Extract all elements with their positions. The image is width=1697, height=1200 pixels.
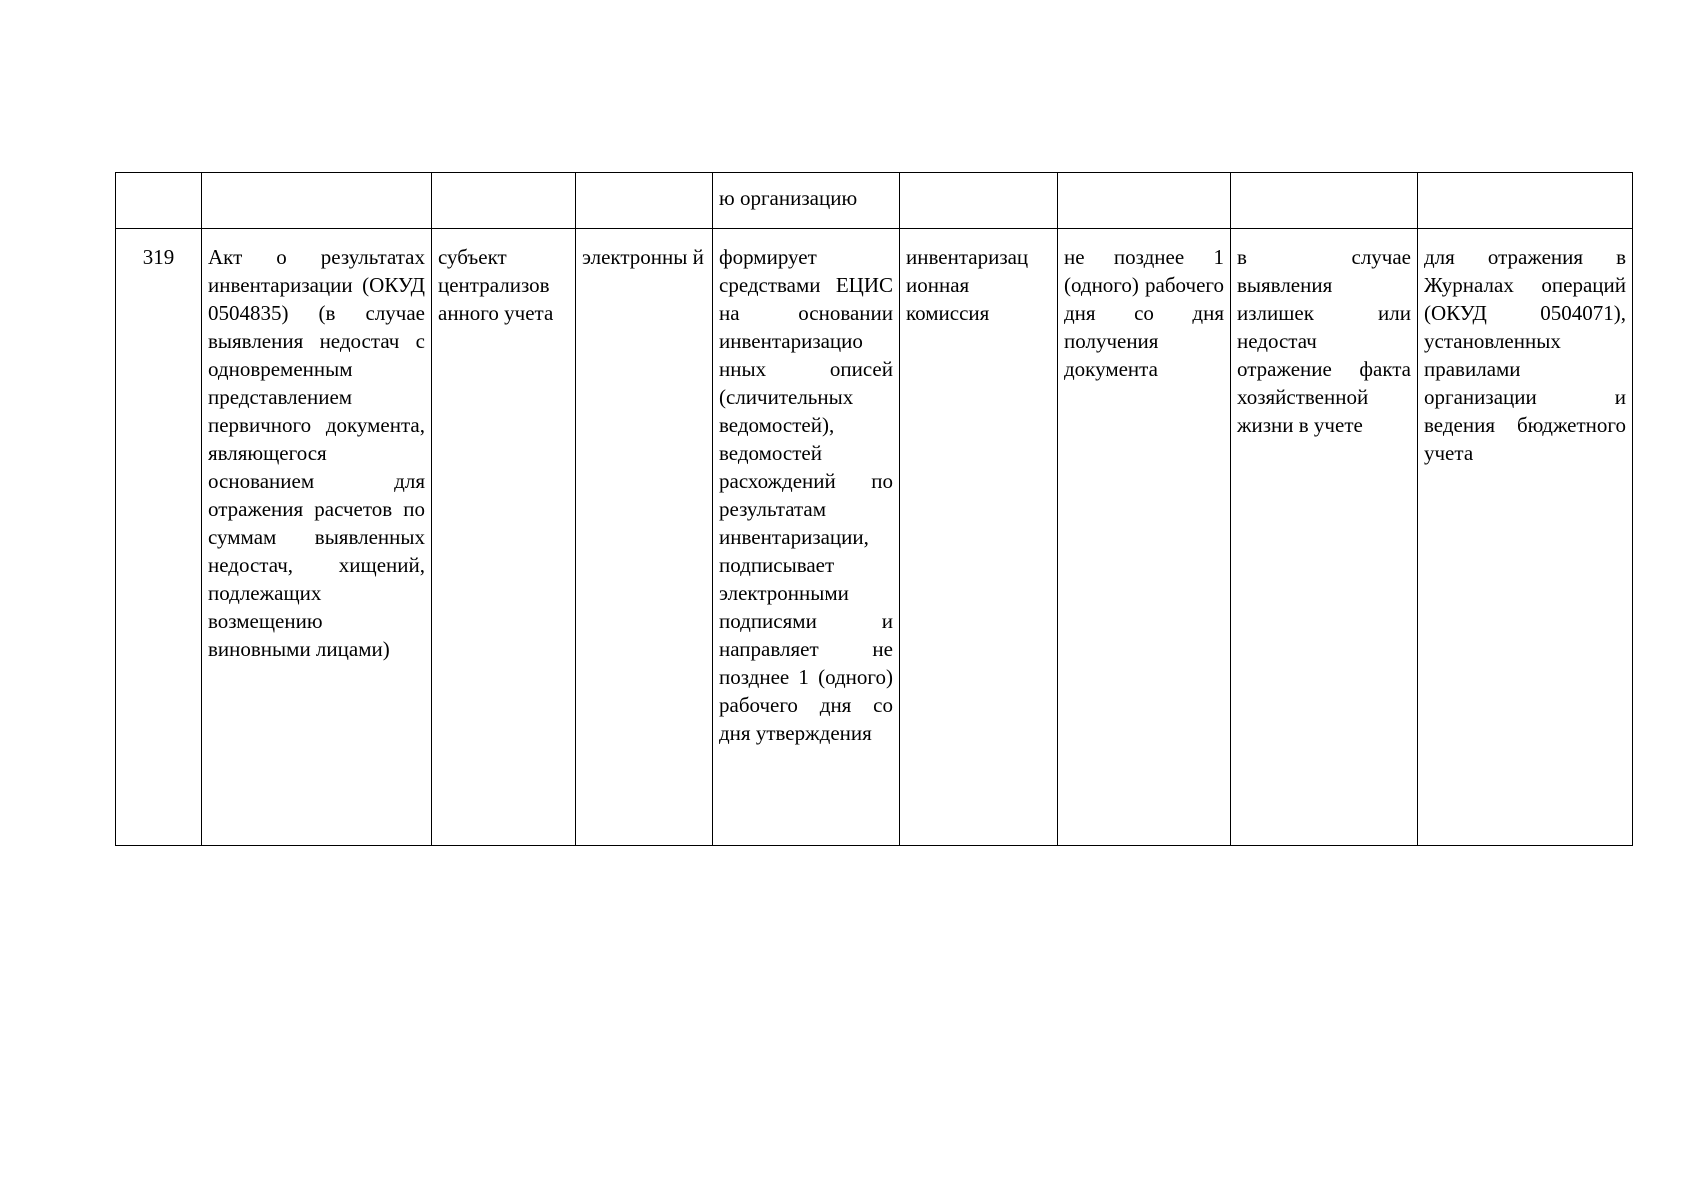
cell-purpose: для отражения в Журналах операций (ОКУД 0504071), установленных правилами организации и ведения бюджетного учета (1418, 229, 1633, 846)
cell-form (576, 173, 713, 229)
cell-procedure: ю организацию (713, 173, 900, 229)
cell-creator (432, 173, 576, 229)
table-row-319 (116, 229, 1633, 846)
cell-result: в случае выявления излишек или недостач отражение факта хозяйственной жизни в учете (1231, 229, 1418, 846)
cell-purpose (1418, 173, 1633, 229)
cell-creator: субъект централизов анного учета (432, 229, 576, 846)
cell-procedure: формирует средствами ЕЦИС на основании инвентаризацио нных описей (сличительных ведомостей), ведомостей расхождений по результатам инвентаризации, подписывает электронными подписями и направляет не позднее 1 (одного) рабочего дня со дня утверждения (713, 229, 900, 846)
cell-result (1231, 173, 1418, 229)
cell-deadline (1058, 173, 1231, 229)
table-row-continuation (116, 173, 1633, 229)
cell-form: электронны й (576, 229, 713, 846)
cell-recipient: инвентаризац ионная комиссия (900, 229, 1058, 846)
document-table (115, 172, 1633, 846)
cell-document (202, 173, 432, 229)
cell-deadline: не позднее 1 (одного) рабочего дня со дня получения документа (1058, 229, 1231, 846)
cell-recipient (900, 173, 1058, 229)
cell-number: 319 (116, 229, 202, 846)
cell-number (116, 173, 202, 229)
cell-document: Акт о результатах инвентаризации (ОКУД 0504835) (в случае выявления недостач с одновременным представлением первичного документа, являющегося основанием для отражения расчетов по суммам выявленных недостач, хищений, подлежащих возмещению виновными лицами) (202, 229, 432, 846)
